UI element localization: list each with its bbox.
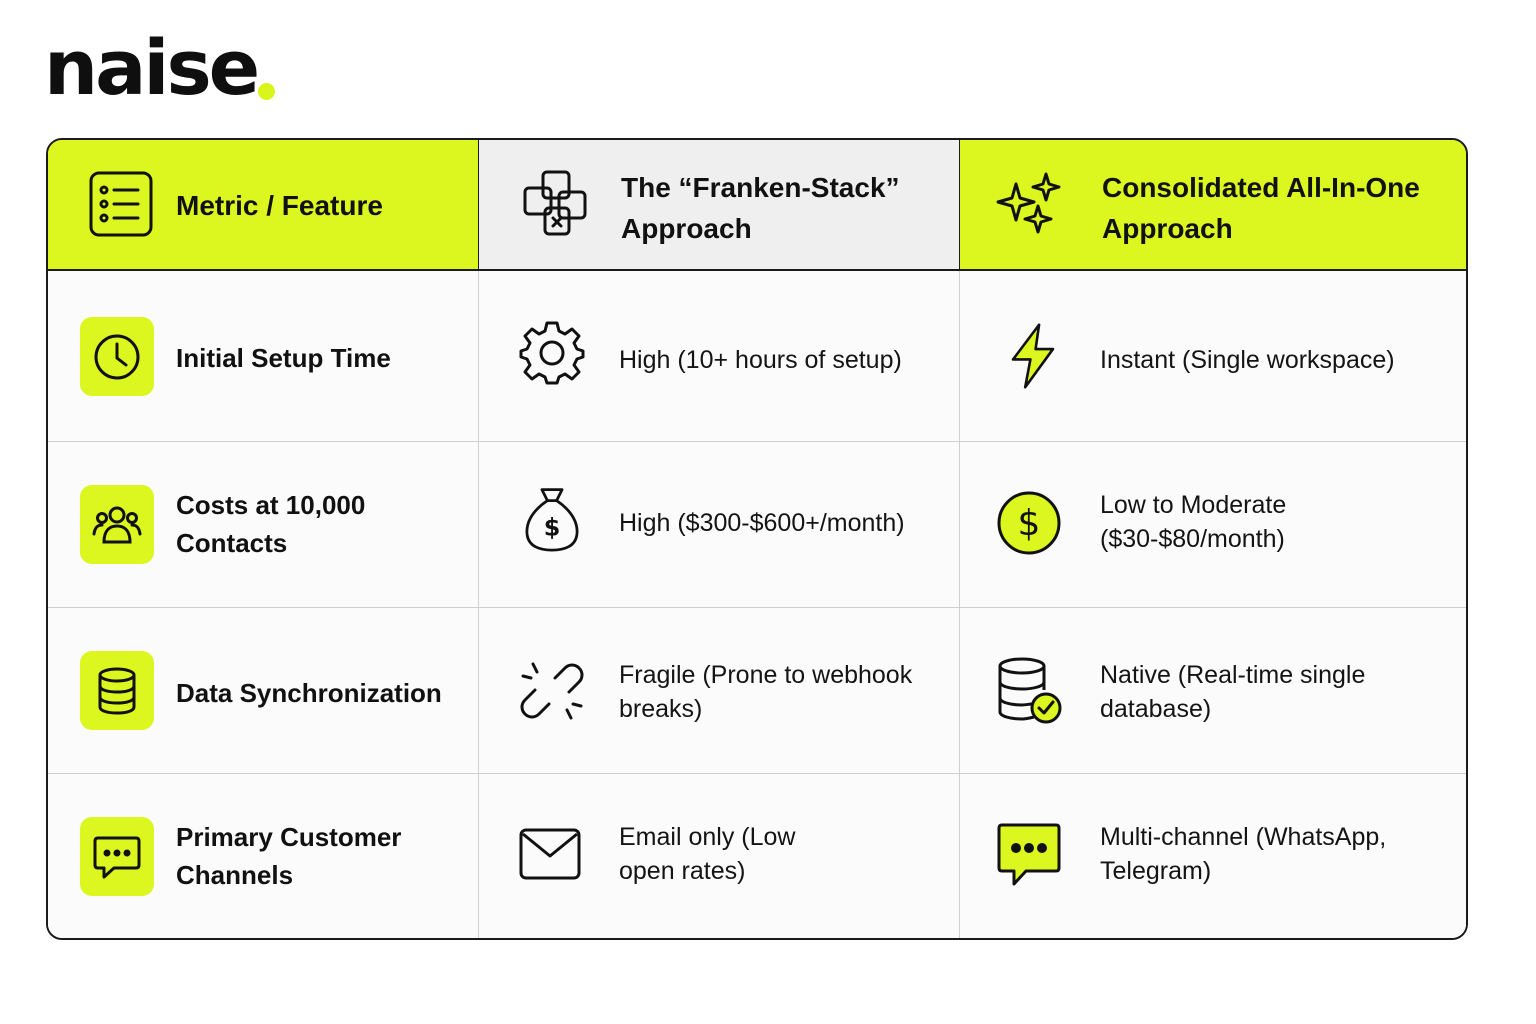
table-row-cell-allinone xyxy=(960,271,1466,442)
users-badge xyxy=(80,485,154,564)
table-row-cell-franken xyxy=(479,271,960,442)
header-franken-label: The “Franken-Stack” Approach xyxy=(621,172,900,244)
metric-label: Initial Setup Time xyxy=(176,343,391,373)
table-row-cell-allinone xyxy=(960,442,1466,608)
allinone-value: Native (Real-time single database) xyxy=(1100,661,1366,723)
table-row-cell-allinone xyxy=(960,774,1466,938)
svg-text:$: $ xyxy=(1017,503,1041,544)
franken-value: Fragile (Prone to webhook breaks) xyxy=(619,661,913,723)
metric-label: Costs at 10,000 Contacts xyxy=(176,490,366,558)
header-franken xyxy=(479,140,960,271)
table-row-cell-metric xyxy=(48,774,479,938)
table-row-cell-franken xyxy=(479,774,960,938)
broken-link-icon xyxy=(519,658,585,724)
chat-bubble-icon xyxy=(92,832,142,882)
allinone-value: Multi-channel (WhatsApp, Telegram) xyxy=(1100,823,1387,885)
table-row-cell-metric xyxy=(48,271,479,442)
allinone-value: Low to Moderate ($30-$80/month) xyxy=(1100,491,1287,553)
header-allinone xyxy=(960,140,1466,271)
clock-badge xyxy=(80,317,154,396)
envelope-icon xyxy=(519,826,581,882)
table-row-cell-metric xyxy=(48,442,479,608)
metric-label: Primary Customer Channels xyxy=(176,822,402,890)
comparison-table xyxy=(46,138,1468,940)
users-icon xyxy=(92,500,142,550)
lightning-icon xyxy=(1000,323,1066,389)
franken-value: Email only (Low open rates) xyxy=(619,823,796,885)
clock-icon xyxy=(92,332,142,382)
table-row-cell-franken xyxy=(479,442,960,608)
gear-icon xyxy=(519,319,585,385)
franken-value: High (10+ hours of setup) xyxy=(619,346,902,374)
table-row-cell-metric xyxy=(48,608,479,774)
database-badge xyxy=(80,651,154,730)
header-metric-label: Metric / Feature xyxy=(176,190,383,221)
svg-text:$: $ xyxy=(543,513,561,542)
logo-dot xyxy=(258,83,275,100)
franken-value: High ($300-$600+/month) xyxy=(619,509,905,537)
header-metric xyxy=(48,140,479,271)
dollar-coin-icon xyxy=(996,490,1062,556)
money-bag-icon xyxy=(519,486,585,552)
header-allinone-label: Consolidated All-In-One Approach xyxy=(1102,172,1420,244)
sparkles-icon xyxy=(994,170,1066,242)
puzzle-stack-icon xyxy=(521,168,591,240)
chat-dots-icon xyxy=(996,822,1062,890)
list-icon xyxy=(88,170,154,238)
allinone-value: Instant (Single workspace) xyxy=(1100,346,1395,374)
metric-label: Data Synchronization xyxy=(176,678,442,708)
table-row-cell-franken xyxy=(479,608,960,774)
database-check-icon xyxy=(996,656,1066,726)
brand-logo: naise xyxy=(44,23,258,112)
table-row-cell-allinone xyxy=(960,608,1466,774)
database-icon xyxy=(92,666,142,716)
chat-badge xyxy=(80,817,154,896)
